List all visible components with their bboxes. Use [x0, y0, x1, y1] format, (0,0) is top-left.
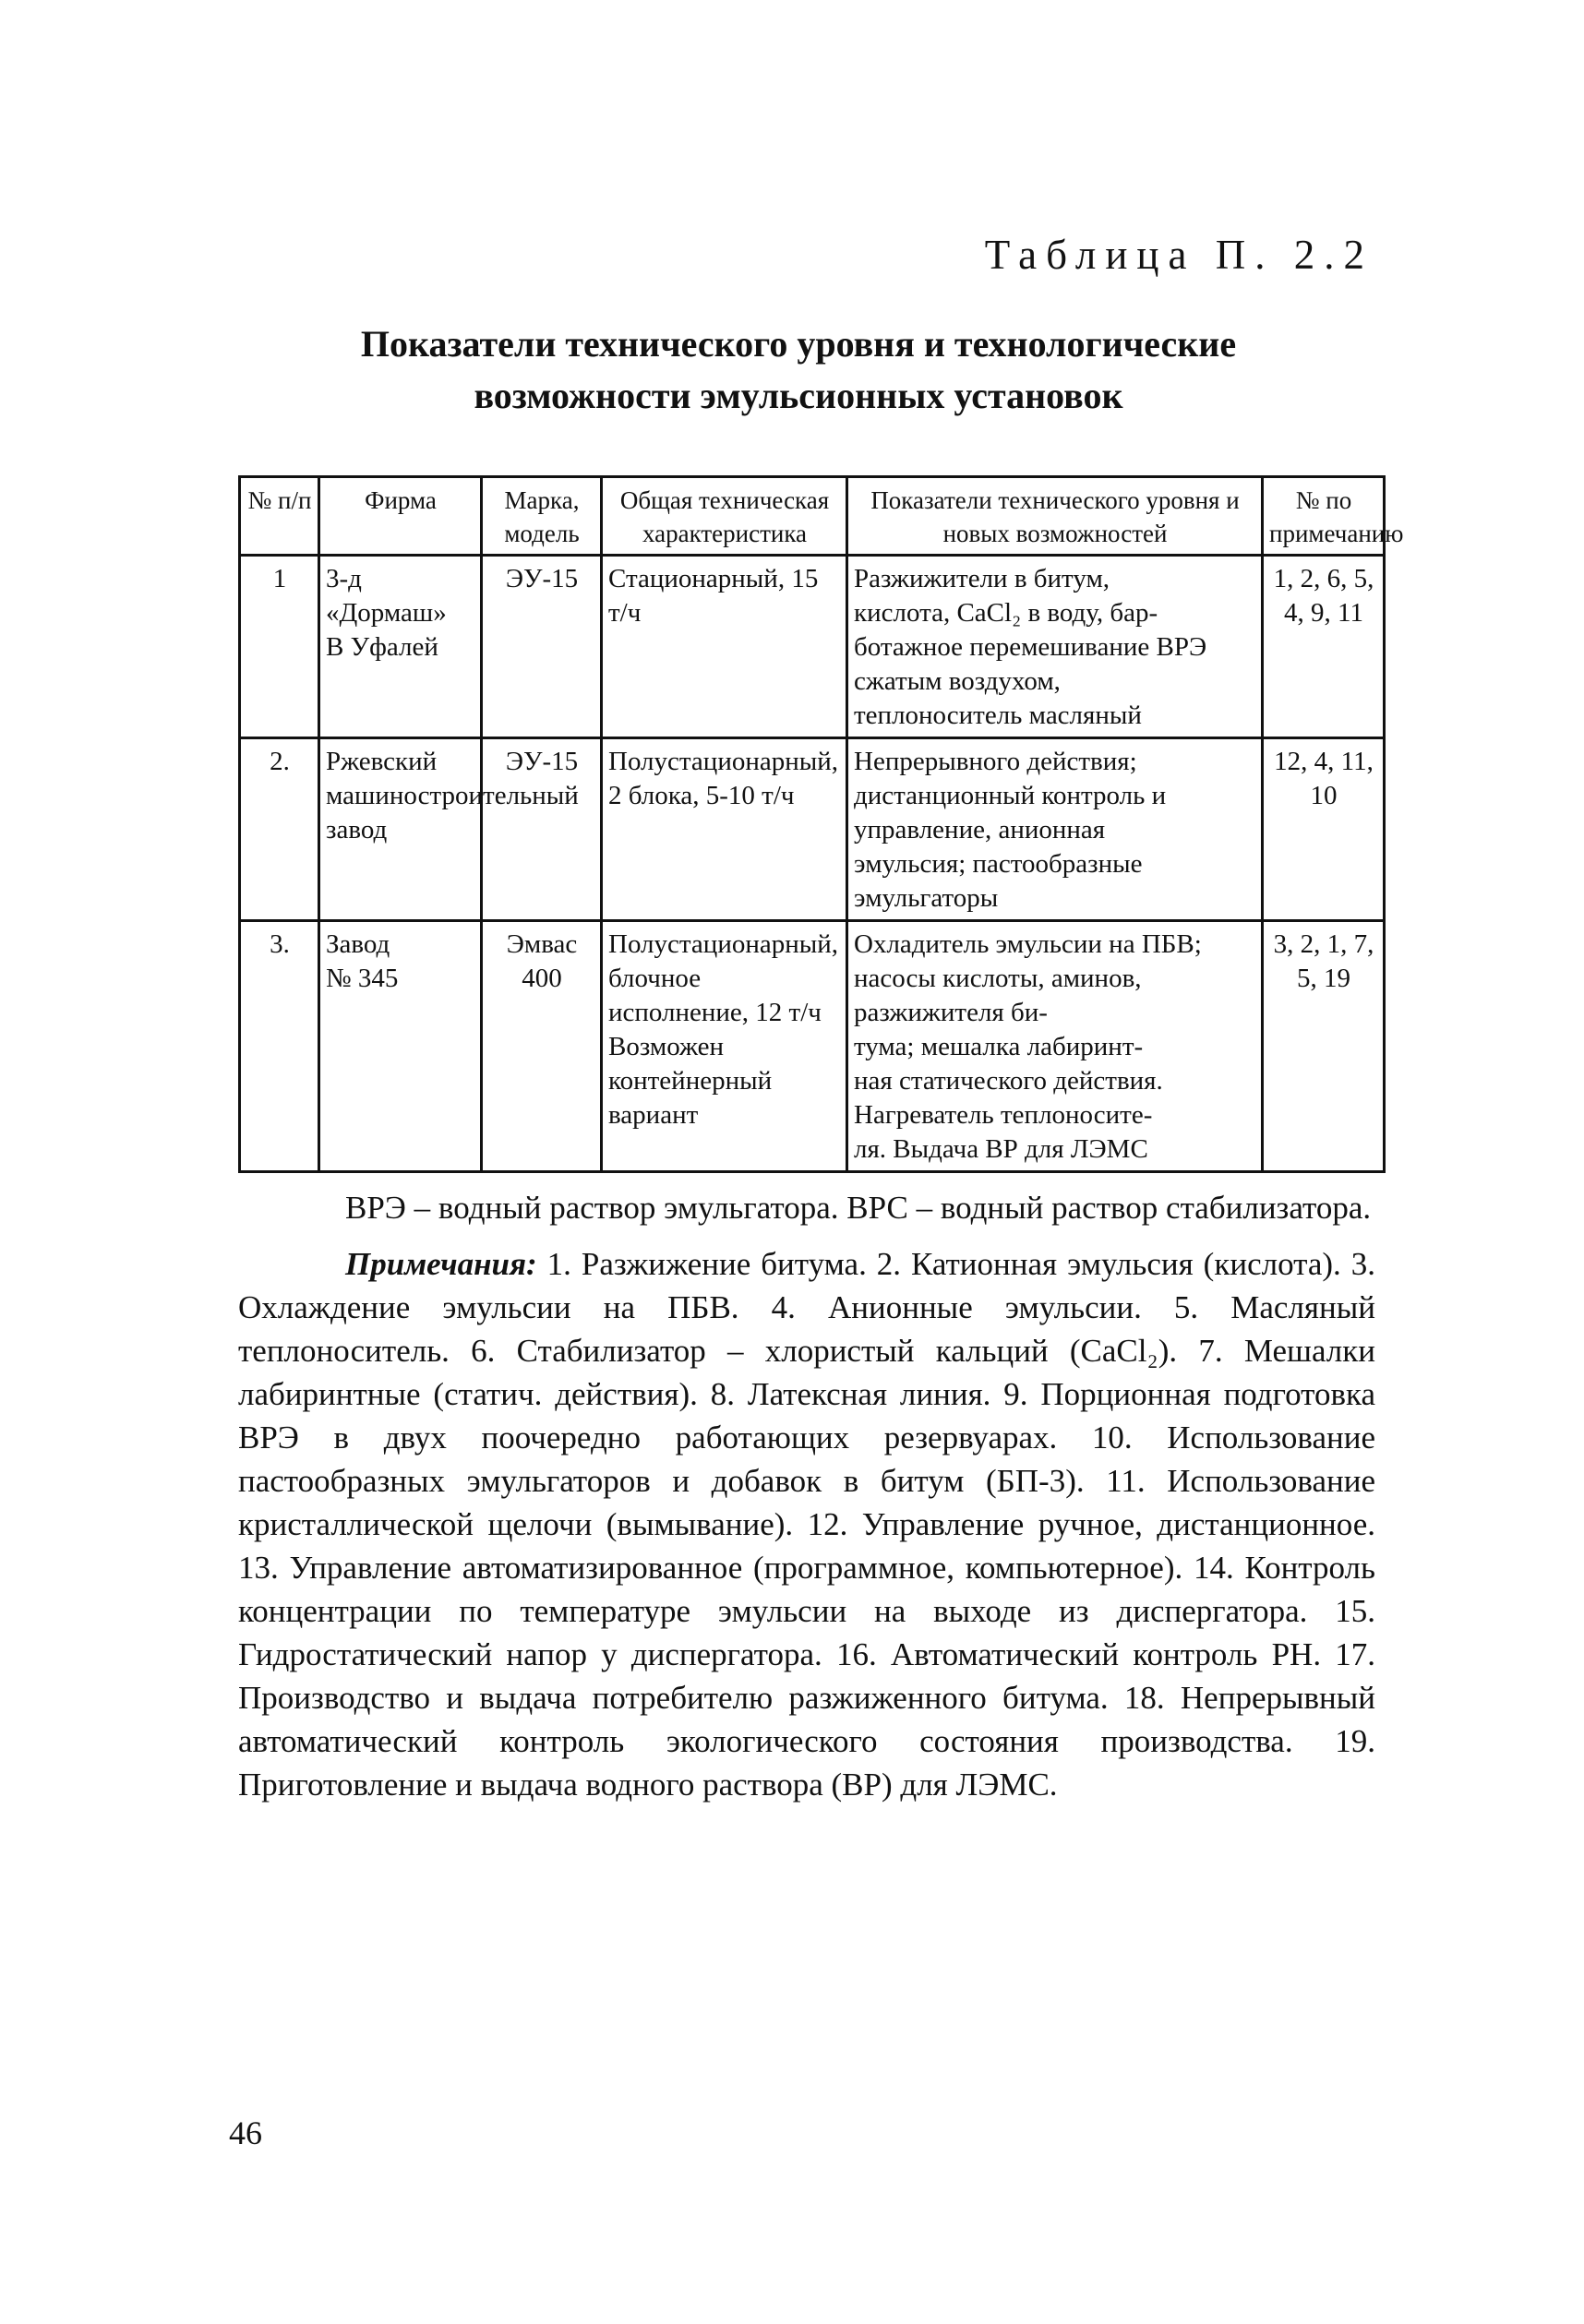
cell-indicator-line: сжатым воздухом,: [854, 666, 1061, 696]
cell-notes: 12, 4, 11, 10: [1263, 738, 1385, 921]
cell-general: Стационарный, 15 т/ч: [602, 556, 847, 738]
cell-indicator-line: эмульсия; пастообразные: [854, 849, 1143, 879]
table-row: [240, 738, 1385, 921]
cell-indicator-line: кислота, CaCl₂ в воду, бар-: [854, 598, 1158, 628]
cell-indicator-line: ля. Выдача ВР для ЛЭМС: [854, 1134, 1148, 1164]
cell-num: 1: [240, 556, 319, 738]
cell-firm-line: В Уфалей: [326, 632, 438, 662]
cell-indicator-line: ботажное перемешивание ВРЭ: [854, 632, 1207, 662]
cell-model: ЭУ-15: [482, 738, 602, 921]
cell-notes: 1, 2, 6, 5, 4, 9, 11: [1263, 556, 1385, 738]
cell-indicator-line: управление, анионная: [854, 815, 1106, 845]
header-notes: № по примечанию: [1263, 477, 1385, 556]
cell-indicator-line: Разжижители в битум,: [854, 564, 1110, 593]
cell-indicator-line: насосы кислоты, аминов,: [854, 964, 1142, 993]
cell-model: Эмвас 400: [482, 921, 602, 1172]
cell-indicator-line: тума; мешалка лабиринт-: [854, 1032, 1144, 1061]
cell-indicator-line: эмульгаторы: [854, 883, 999, 913]
body-text: [238, 1186, 1375, 1819]
abbreviations-paragraph: ВРЭ – водный раствор эмульгатора. ВРС – водный раствор стабилизатора.: [345, 1190, 1372, 1226]
notes-text: 1. Разжижение битума. 2. Катионная эмульсия (кислота). 3. Охлаждение эмульсии на ПБВ. 4. Анионные эмульсии. 5. Масляный теплоноситель. 6. Стабилизатор – хлористый кальций (CaCl₂). 7. Мешалки лабиринтные (статич. действия). 8. Латексная линия. 9. Порционная подготовка ВРЭ в двух поочередно работающих резервуарах. 10. Использование пастообразных эмульгаторов и добавок в битум (БП-3). 11. Использование кристаллической щелочи (вымывание). 12. Управление ручное, дистанционное. 13. Управление автоматизированное (программное, компьютерное). 14. Контроль концентрации по температуре эмульсии на выходе из диспергатора. 15. Гидростатический напор у диспергатора. 16. Автоматический контроль РН. 17. Производство и выдача потребителю разжиженного битума. 18. Непрерывный автоматический контроль экологического состояния производства. 19. Приготовление и выдача водного раствора (ВР) для ЛЭМС.: [238, 1246, 1375, 1803]
header-model: Марка, модель: [482, 477, 602, 556]
cell-general: Полустационарный, 2 блока, 5-10 т/ч: [602, 738, 847, 921]
page-number: 46: [229, 2114, 262, 2151]
cell-indicator-line: ная статического действия.: [854, 1066, 1163, 1096]
document-title: [231, 318, 1366, 422]
cell-indicator-line: Нагреватель теплоносите-: [854, 1100, 1153, 1130]
cell-firm-line: № 345: [326, 964, 399, 993]
table-row: [240, 556, 1385, 738]
cell-firm-line: Завод: [326, 929, 390, 959]
header-num: № п/п: [240, 477, 319, 556]
cell-indicator-line: дистанционный контроль и: [854, 781, 1167, 810]
cell-general: Полустационарный, блочное исполнение, 12 т/ч Возможен контейнерный вариант: [602, 921, 847, 1172]
cell-num: 3.: [240, 921, 319, 1172]
table-row: [240, 921, 1385, 1172]
notes-paragraph: [238, 1242, 1375, 1806]
title-line-1: Показатели технического уровня и технологические: [360, 323, 1237, 365]
cell-indicator-line: Охладитель эмульсии на ПБВ;: [854, 929, 1202, 959]
header-indicators: Показатели технического уровня и новых возможностей: [847, 477, 1263, 556]
cell-indicators: [847, 556, 1263, 738]
cell-indicator-line: разжижителя би-: [854, 998, 1048, 1027]
cell-firm-line: 3-д «Дормаш»: [326, 564, 447, 628]
cell-indicator-line: Непрерывного действия;: [854, 747, 1137, 776]
cell-indicators: [847, 921, 1263, 1172]
header-general: Общая техническая характеристика: [602, 477, 847, 556]
table-caption: Таблица П. 2.2: [984, 232, 1374, 278]
table-header-row: [240, 477, 1385, 556]
cell-firm: [319, 921, 482, 1172]
installations-table: [238, 475, 1404, 1173]
title-line-2: возможности эмульсионных установок: [474, 375, 1123, 416]
cell-model: ЭУ-15: [482, 556, 602, 738]
header-firm: Фирма: [319, 477, 482, 556]
cell-firm-line: Ржевский машиностроительный завод: [326, 747, 579, 845]
cell-indicators: [847, 738, 1263, 921]
notes-label: Примечания:: [345, 1246, 537, 1282]
cell-notes: 3, 2, 1, 7, 5, 19: [1263, 921, 1385, 1172]
cell-num: 2.: [240, 738, 319, 921]
cell-firm: [319, 556, 482, 738]
cell-indicator-line: теплоноситель масляный: [854, 701, 1142, 730]
